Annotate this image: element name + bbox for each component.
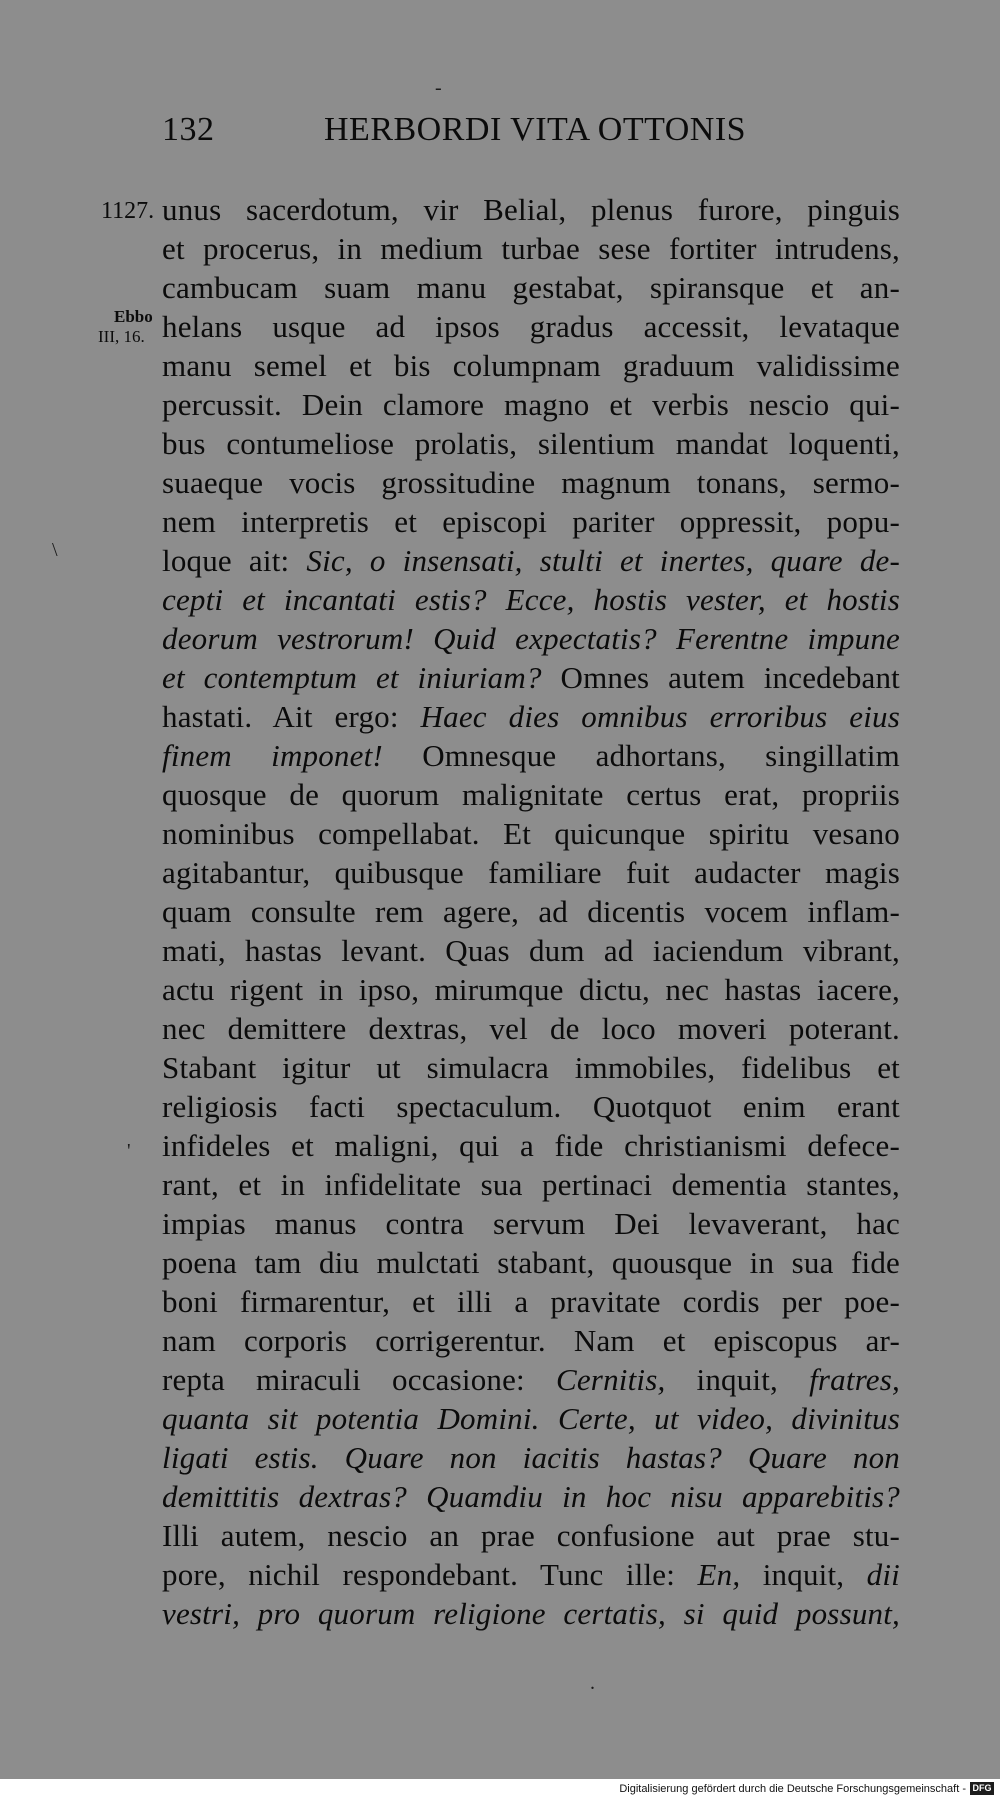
stray-mark: .	[590, 1672, 595, 1694]
year-margin-note: 1127.	[101, 198, 155, 224]
italic-text-segment: ligati estis. Quare non iacitis hastas? Quare non	[162, 1440, 900, 1475]
text-line	[162, 229, 900, 268]
text-segment: loque ait:	[162, 543, 307, 578]
text-segment: repta miraculi occasione:	[162, 1362, 556, 1397]
stray-mark: \	[52, 539, 58, 561]
text-line	[162, 268, 900, 307]
text-segment: unus sacerdotum, vir Belial, plenus furore, pinguis	[162, 192, 900, 227]
text-line	[162, 424, 900, 463]
text-line	[162, 1399, 900, 1438]
text-line	[162, 385, 900, 424]
text-line	[162, 1438, 900, 1477]
text-line	[162, 1009, 900, 1048]
text-line	[162, 1477, 900, 1516]
text-segment: quosque de quorum malignitate certus erat, propriis	[162, 777, 900, 812]
text-line	[162, 775, 900, 814]
text-segment: inquit,	[665, 1362, 810, 1397]
book-title: HERBORDI VITA OTTONIS	[324, 111, 747, 148]
text-segment: et procerus, in medium turbae sese fortiter intrudens,	[162, 231, 900, 266]
text-segment: Omnesque adhortans, singillatim	[382, 738, 900, 773]
italic-text-segment: dii	[866, 1557, 900, 1592]
stray-mark: '	[127, 1140, 131, 1162]
text-segment: bus contumeliose prolatis, silentium mandat loquenti,	[162, 426, 900, 461]
text-segment: pore, nichil respondebant. Tunc ille:	[162, 1557, 698, 1592]
text-segment: agitabantur, quibusque familiare fuit audacter magis	[162, 855, 900, 890]
dfg-logo: DFG	[970, 1782, 994, 1795]
italic-text-segment: demittitis dextras? Quamdiu in hoc nisu apparebitis?	[162, 1479, 900, 1514]
text-line	[162, 1204, 900, 1243]
text-line	[162, 346, 900, 385]
text-segment: hastati. Ait ergo:	[162, 699, 421, 734]
italic-text-segment: vestri, pro quorum religione certatis, si quid possunt,	[162, 1596, 900, 1631]
text-line	[162, 463, 900, 502]
text-line	[162, 1555, 900, 1594]
footer-strip	[0, 1779, 1000, 1799]
text-line	[162, 541, 900, 580]
italic-text-segment: En,	[697, 1557, 741, 1592]
text-segment: religiosis facti spectaculum. Quotquot enim erant	[162, 1089, 900, 1124]
text-segment: manu semel et bis columpnam graduum validissime	[162, 348, 900, 383]
page-number: 132	[162, 111, 215, 148]
text-line	[162, 1126, 900, 1165]
text-line	[162, 814, 900, 853]
body-text	[162, 190, 900, 1633]
text-line	[162, 1360, 900, 1399]
text-line	[162, 931, 900, 970]
text-segment: poena tam diu mulctati stabant, quousque in sua fide	[162, 1245, 900, 1280]
source-note-reference: III, 16.	[98, 327, 145, 346]
text-segment: nem interpretis et episcopi pariter oppressit, popu-	[162, 504, 900, 539]
text-segment: Stabant igitur ut simulacra immobiles, fidelibus et	[162, 1050, 900, 1085]
italic-text-segment: cepti et incantati estis? Ecce, hostis vester, et hostis	[162, 582, 900, 617]
text-segment: boni firmarentur, et illi a pravitate cordis per poe-	[162, 1284, 900, 1319]
italic-text-segment: Haec dies omnibus erroribus eius	[420, 699, 900, 734]
text-line	[162, 190, 900, 229]
text-segment: rant, et in infidelitate sua pertinaci dementia stantes,	[162, 1167, 900, 1202]
text-line	[162, 853, 900, 892]
italic-text-segment: finem imponet!	[162, 738, 383, 773]
italic-text-segment: Sic, o insensati, stulti et inertes, quare de-	[306, 543, 901, 578]
text-line	[162, 970, 900, 1009]
text-segment: infideles et maligni, qui a fide christianismi defece-	[162, 1128, 900, 1163]
italic-text-segment: deorum vestrorum! Quid expectatis? Ferentne impune	[162, 621, 900, 656]
text-line	[162, 502, 900, 541]
italic-text-segment: fratres,	[809, 1362, 900, 1397]
text-segment: nec demittere dextras, vel de loco moveri poterant.	[162, 1011, 900, 1046]
text-segment: nominibus compellabat. Et quicunque spiritu vesano	[162, 816, 900, 851]
text-line	[162, 1594, 900, 1633]
text-segment: percussit. Dein clamore magno et verbis nescio qui-	[162, 387, 900, 422]
digitization-credit: Digitalisierung gefördert durch die Deutsche Forschungsgemeinschaft -	[619, 1783, 966, 1795]
text-segment: actu rigent in ipso, mirumque dictu, nec hastas iacere,	[162, 972, 900, 1007]
text-segment: Illi autem, nescio an prae confusione aut prae stu-	[162, 1518, 900, 1553]
text-line	[162, 697, 900, 736]
source-note-author: Ebbo	[114, 307, 153, 326]
italic-text-segment: Cernitis,	[555, 1362, 666, 1397]
source-margin-note	[98, 307, 158, 347]
text-line	[162, 1516, 900, 1555]
text-segment: suaeque vocis grossitudine magnum tonans, sermo-	[162, 465, 900, 500]
text-segment: quam consulte rem agere, ad dicentis vocem inflam-	[162, 894, 900, 929]
text-line	[162, 1087, 900, 1126]
text-line	[162, 1321, 900, 1360]
italic-text-segment: quanta sit potentia Domini. Certe, ut video, divinitus	[162, 1401, 900, 1436]
text-line	[162, 307, 900, 346]
text-segment: helans usque ad ipsos gradus accessit, levataque	[162, 309, 900, 344]
text-line	[162, 736, 900, 775]
text-line	[162, 619, 900, 658]
text-segment: Omnes autem incedebant	[541, 660, 900, 695]
text-line	[162, 1243, 900, 1282]
text-segment: cambucam suam manu gestabat, spiransque et an-	[162, 270, 900, 305]
text-line	[162, 892, 900, 931]
italic-text-segment: et contemptum et iniuriam?	[162, 660, 542, 695]
text-segment: mati, hastas levant. Quas dum ad iaciendum vibrant,	[162, 933, 900, 968]
text-line	[162, 1048, 900, 1087]
text-segment: nam corporis corrigerentur. Nam et episcopus ar-	[162, 1323, 900, 1358]
text-line	[162, 1165, 900, 1204]
text-line	[162, 580, 900, 619]
text-line	[162, 658, 900, 697]
text-line	[162, 1282, 900, 1321]
text-segment: impias manus contra servum Dei levaverant, hac	[162, 1206, 900, 1241]
text-segment: inquit,	[740, 1557, 867, 1592]
stray-mark: -	[435, 77, 442, 99]
running-head	[162, 108, 747, 152]
